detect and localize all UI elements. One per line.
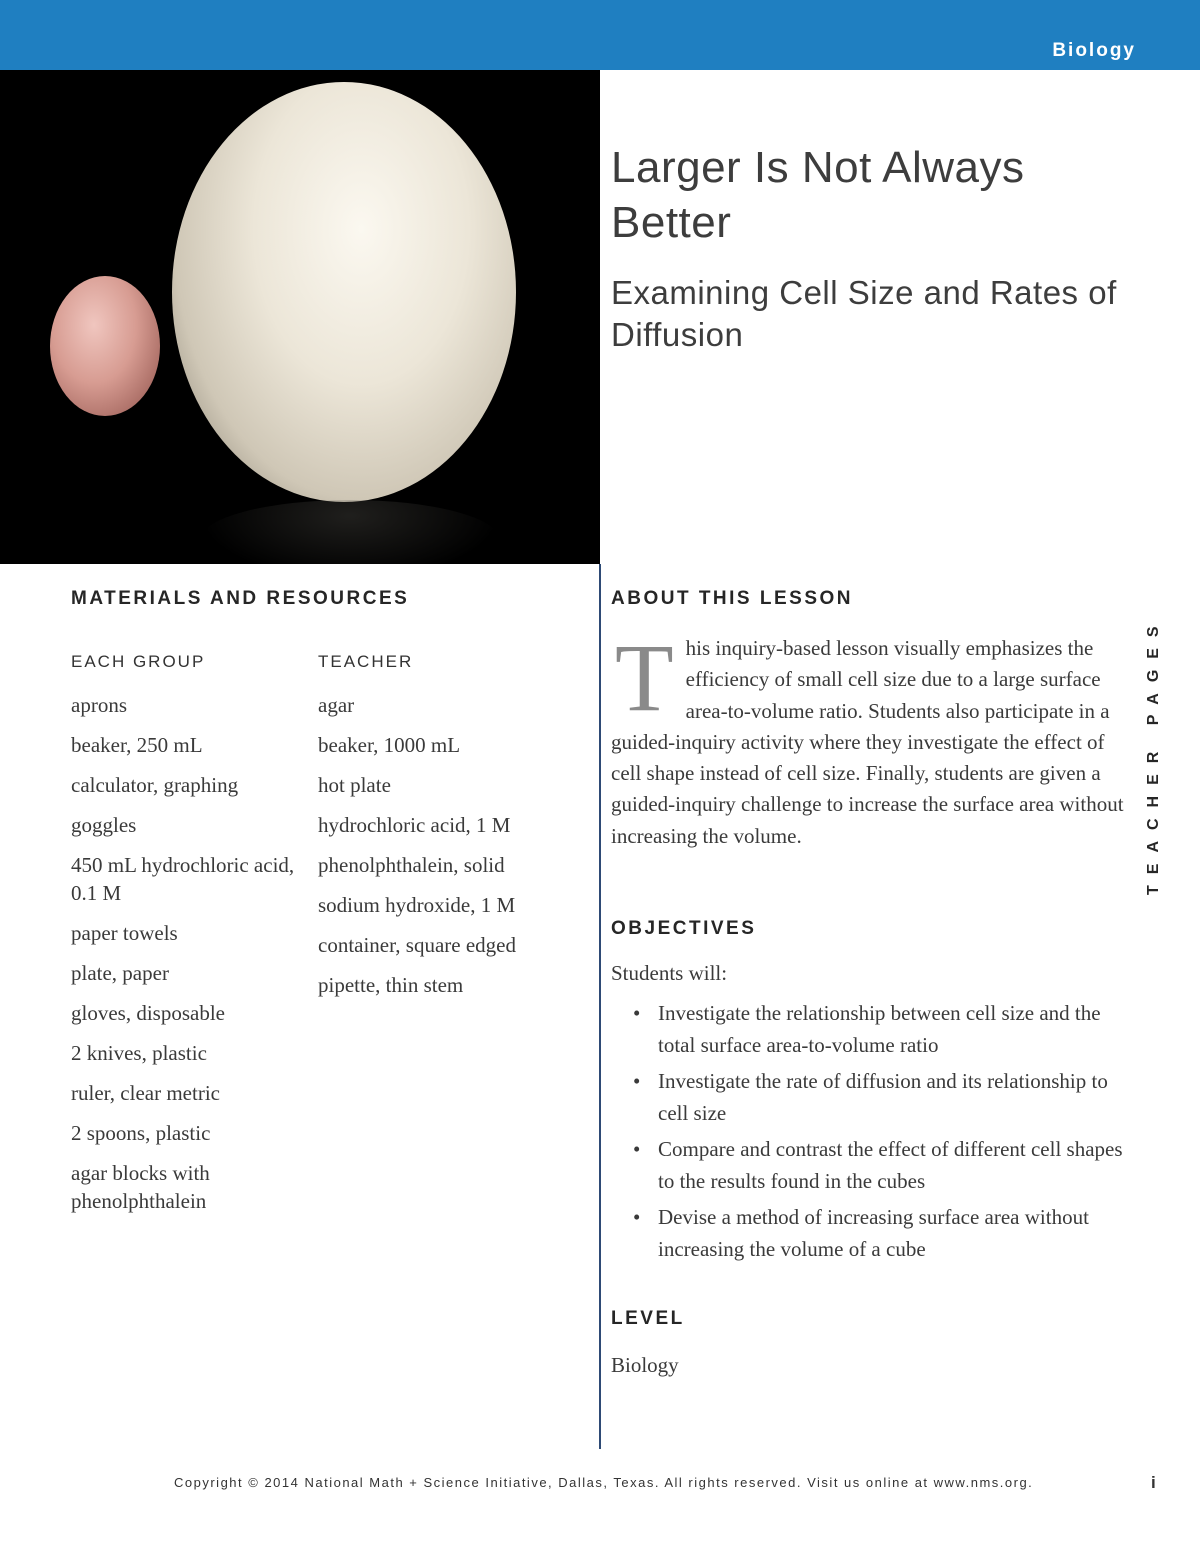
bullet-icon: • (633, 1069, 641, 1093)
each-group-list (71, 691, 301, 1227)
material-item: agar blocks with phenolphthalein (71, 1161, 210, 1213)
bullet-icon: • (633, 1137, 641, 1161)
level-value: Biology (611, 1353, 679, 1377)
copyright-footer: Copyright © 2014 National Math + Science Initiative, Dallas, Texas. All rights reserved. Visit us online at www.nms.org. (174, 1475, 1034, 1490)
material-item: calculator, graphing (71, 773, 239, 797)
material-item: aprons (71, 693, 127, 717)
about-heading: ABOUT THIS LESSON (611, 588, 854, 609)
objective-text: Investigate the rate of diffusion and its relationship to cell size (658, 1069, 1108, 1125)
lesson-subtitle: Examining Cell Size and Rates of Diffusion (611, 274, 1117, 353)
material-item: 2 spoons, plastic (71, 1121, 211, 1145)
about-paragraph (611, 624, 1126, 852)
bullet-icon: • (633, 1205, 641, 1229)
material-item: container, square edged (318, 933, 516, 957)
material-item: sodium hydroxide, 1 M (318, 893, 516, 917)
objectives-intro: Students will: (611, 961, 728, 985)
materials-heading: MATERIALS AND RESOURCES (71, 588, 410, 609)
material-item: 450 mL hydrochloric acid, 0.1 M (71, 853, 295, 905)
objective-text: Investigate the relationship between cell size and the total surface area-to-volume ratio (658, 1001, 1101, 1057)
material-item: plate, paper (71, 961, 169, 985)
small-egg-image (50, 276, 160, 416)
objective-text: Compare and contrast the effect of different cell shapes to the results found in the cubes (658, 1137, 1123, 1193)
teacher-list (318, 691, 568, 1011)
material-item: 2 knives, plastic (71, 1041, 207, 1065)
about-text: his inquiry-based lesson visually emphasizes the efficiency of small cell size due to a large surface area-to-volume ratio. Students also participate in a guided-inquiry activity where they investigate the effect of cell shape instead of cell size. Finally, students are given a guided-inquiry challenge to increase the surface area without increasing the volume. (611, 636, 1124, 848)
level-heading: LEVEL (611, 1308, 685, 1329)
teacher-label: TEACHER (318, 652, 414, 671)
objectives-list (611, 998, 1131, 1270)
each-group-label: EACH GROUP (71, 652, 206, 671)
egg-reflection (200, 500, 500, 564)
title-block (611, 140, 1151, 356)
material-item: beaker, 1000 mL (318, 733, 461, 757)
objective-item (611, 1066, 1131, 1129)
material-item: hot plate (318, 773, 391, 797)
column-divider (599, 564, 601, 1449)
objective-item (611, 998, 1131, 1061)
material-item: hydrochloric acid, 1 M (318, 813, 511, 837)
material-item: phenolphthalein, solid (318, 853, 505, 877)
lesson-title: Larger Is Not Always Better (611, 143, 1025, 247)
material-item: beaker, 250 mL (71, 733, 203, 757)
objective-item (611, 1134, 1131, 1197)
page-number: i (1151, 1473, 1156, 1492)
material-item: goggles (71, 813, 137, 837)
header-bar (0, 0, 1200, 70)
objectives-heading: OBJECTIVES (611, 918, 757, 939)
bullet-icon: • (633, 1001, 641, 1025)
drop-cap: T (615, 624, 674, 731)
subject-label: Biology (1052, 40, 1136, 61)
material-item: paper towels (71, 921, 178, 945)
material-item: ruler, clear metric (71, 1081, 220, 1105)
material-item: agar (318, 693, 355, 717)
ostrich-egg-image (172, 82, 516, 502)
eggs-photo (0, 70, 600, 564)
objective-item (611, 1202, 1131, 1265)
material-item: pipette, thin stem (318, 973, 464, 997)
objective-text: Devise a method of increasing surface area without increasing the volume of a cube (658, 1205, 1089, 1261)
material-item: gloves, disposable (71, 1001, 225, 1025)
teacher-pages-label: TEACHER PAGES (1145, 615, 1162, 895)
